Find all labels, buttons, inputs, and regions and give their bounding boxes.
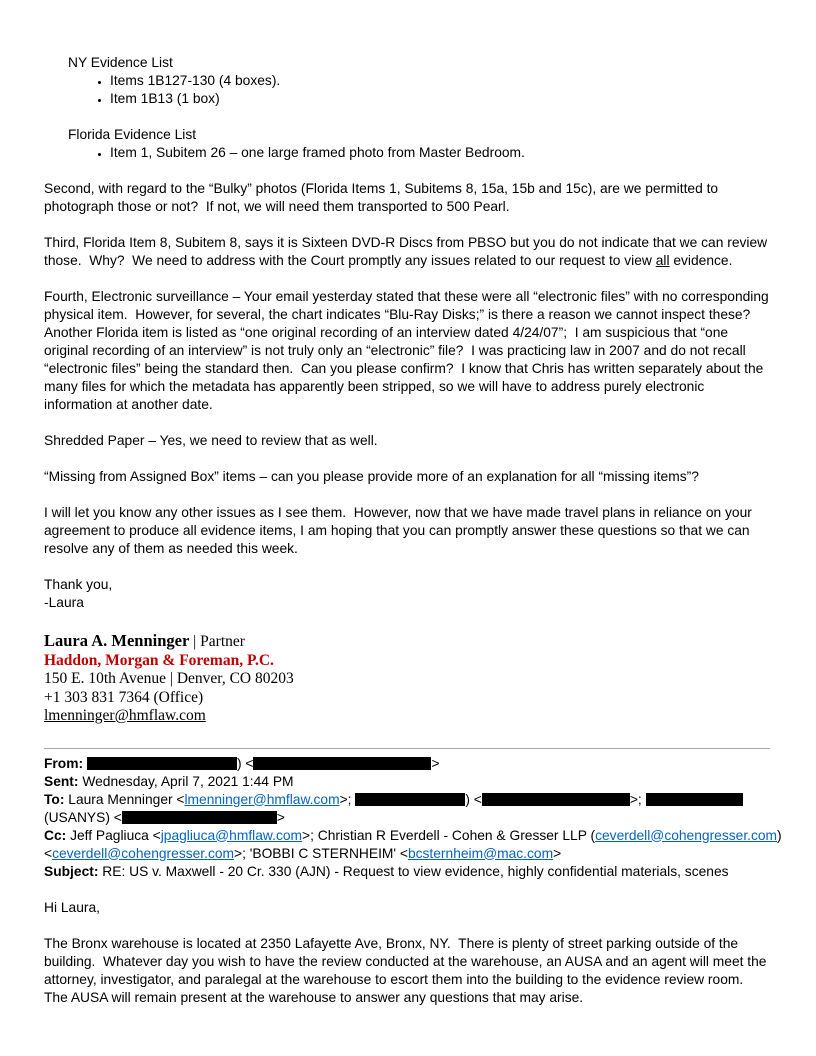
underlined-word-all: all: [655, 253, 670, 268]
redaction-bar: [355, 793, 465, 806]
to-field-line-2: [44, 809, 770, 827]
text-segment: (USANYS) <: [44, 809, 122, 825]
redaction-bar: [253, 757, 431, 770]
reply-email-header: [44, 748, 782, 881]
redaction-bar: [646, 793, 743, 806]
from-field: [44, 755, 770, 773]
text-segment: >: [276, 809, 285, 825]
redaction-bar: [482, 793, 630, 806]
text-segment: ) <: [465, 791, 482, 807]
florida-evidence-list: [68, 126, 770, 162]
cc-email-link[interactable]: ceverdell@cohengresser.com: [52, 845, 235, 861]
cc-label: Cc:: [44, 827, 67, 843]
evidence-list-item: • Item 1B13 (1 box): [110, 90, 770, 108]
text-segment: >: [553, 845, 562, 861]
signature-title: Partner: [200, 633, 245, 650]
text-segment: >; 'BOBBI C STERNHEIM' <: [234, 845, 408, 861]
text-segment: ): [777, 827, 782, 843]
text-segment: >;: [339, 791, 356, 807]
text-segment: <: [44, 845, 53, 861]
text-segment: >;: [629, 791, 646, 807]
cc-email-link[interactable]: bcsternheim@mac.com: [407, 845, 554, 861]
signature-name-line: [44, 632, 770, 652]
subject-value: RE: US v. Maxwell - 20 Cr. 330 (AJN) - Request to view evidence, highly confidential materials, scenes: [102, 863, 729, 879]
subject-field: [44, 863, 770, 881]
paragraph-third: [44, 234, 770, 270]
text-segment: >; Christian R Everdell - Cohen & Gresser LLP (: [302, 827, 596, 843]
signature-address: 150 E. 10th Avenue | Denver, CO 80203: [44, 670, 294, 687]
cc-field-line-2: [44, 845, 770, 863]
evidence-list-item: • Item 1, Subitem 26 – one large framed photo from Master Bedroom.: [110, 144, 770, 162]
ny-evidence-list-title: NY Evidence List: [68, 55, 173, 70]
to-label: To:: [44, 791, 65, 807]
text-segment: Third, Florida Item 8, Subitem 8, says it is Sixteen DVD-R Discs from PBSO but you do not indicate that we can review those. Why? We need to address with the Court promptly any issues related to our request to view: [44, 235, 771, 268]
cc-email-link[interactable]: ceverdell@cohengresser.com: [595, 827, 778, 843]
evidence-list-item: • Items 1B127-130 (4 boxes).: [110, 72, 770, 90]
signature-name: Laura A. Menninger: [44, 631, 190, 650]
ny-evidence-items: [68, 72, 770, 108]
text-segment: ) <: [236, 755, 254, 771]
from-label: From:: [44, 755, 84, 771]
florida-evidence-list-title: Florida Evidence List: [68, 127, 197, 142]
signature-separator: |: [189, 633, 201, 650]
florida-evidence-items: [68, 144, 770, 162]
paragraph-missing-items: “Missing from Assigned Box” items – can you please provide more of an explanation for all “missing items”?: [44, 469, 699, 484]
signoff-block: [44, 576, 770, 612]
paragraph-closing: I will let you know any other issues as I see them. However, now that we have made travel plans in reliance on your agreement to produce all evidence items, I am hoping that you can promptly answer these questions so that we can resolve any of them as needed this week.: [44, 505, 756, 556]
redaction-bar: [87, 757, 237, 770]
cc-field-line-1: [44, 827, 782, 845]
reply-greeting: Hi Laura,: [44, 899, 100, 915]
signature-firm: Haddon, Morgan & Foreman, P.C.: [44, 651, 274, 669]
signature-phone: +1 303 831 7364 (Office): [44, 688, 204, 706]
to-email-link[interactable]: lmenninger@hmflaw.com: [184, 791, 340, 807]
text-segment: evidence.: [669, 253, 733, 268]
thanks-line: Thank you,: [44, 577, 113, 592]
sent-field: [44, 773, 770, 791]
redaction-bar: [122, 811, 277, 824]
paragraph-second: Second, with regard to the “Bulky” photos (Florida Items 1, Subitems 8, 15a, 15b and 15c), are we permitted to photograph those or not? If not, we will need them transported to 500 Pearl.: [44, 181, 722, 214]
signature-email-link[interactable]: lmenninger@hmflaw.com: [44, 707, 206, 724]
sent-label: Sent:: [44, 773, 79, 789]
text-segment: >: [431, 755, 440, 771]
reply-paragraph: The Bronx warehouse is located at 2350 Lafayette Ave, Bronx, NY. There is plenty of street parking outside of the building. Whatever day you wish to have the review conducted at the warehouse, an AUSA and an agent will meet the attorney, investigator, and paralegal at the warehouse to escort them into the building to the evidence review room. The AUSA will remain present at the warehouse to answer any questions that may arise.: [44, 935, 771, 1005]
sent-value: Wednesday, April 7, 2021 1:44 PM: [82, 773, 294, 789]
subject-label: Subject:: [44, 863, 99, 879]
text-segment: Laura Menninger <: [68, 791, 185, 807]
signoff-line: -Laura: [44, 595, 84, 610]
ny-evidence-list: [68, 54, 770, 108]
signature-email-line: [44, 707, 770, 726]
text-segment: Jeff Pagliuca <: [70, 827, 161, 843]
paragraph-fourth: Fourth, Electronic surveillance – Your email yesterday stated that these were all “electronic files” with no corresponding physical item. However, for several, the chart indicates “Blu-Ray Disks;” is there a reason we cannot inspect these? Another Florida item is listed as “one original recording of an interview dated 4/24/07”; I am suspicious that “one original recording of an interview” is not truly only an “electronic” file? I was practicing law in 2007 and do not recall “electronic files” being the standard then. Can you please confirm? I know that Chris has written separately about the many files for which the metadata has apparently been stripped, so we will have to address purely electronic information at another date.: [44, 289, 773, 412]
paragraph-shredded-paper: Shredded Paper – Yes, we need to review that as well.: [44, 433, 378, 448]
signature-block: [44, 632, 770, 726]
cc-email-link[interactable]: jpagliuca@hmflaw.com: [160, 827, 303, 843]
to-field-line-1: [44, 791, 770, 809]
